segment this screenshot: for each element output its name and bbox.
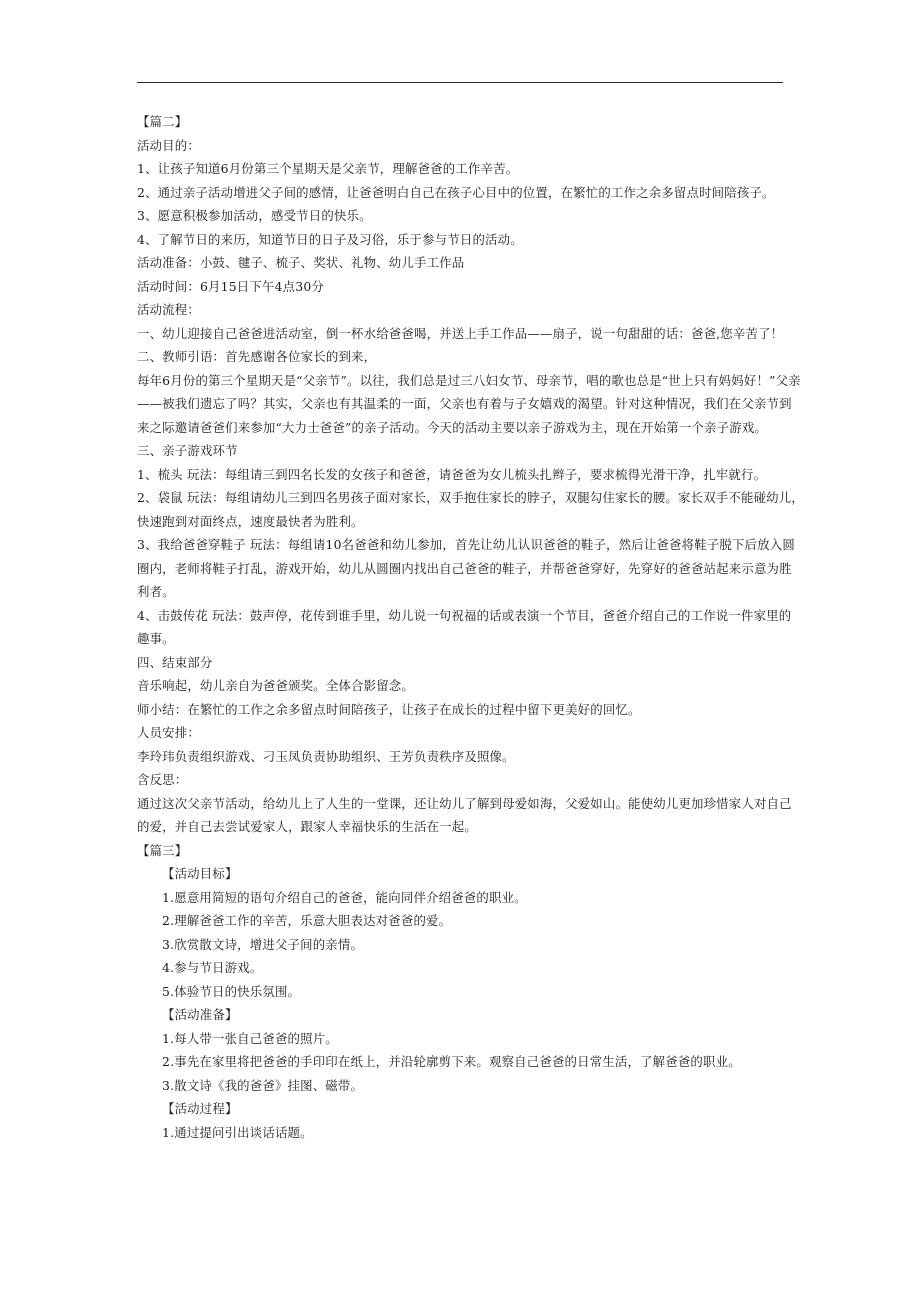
- doc-line: 来之际邀请爸爸们来参加“大力士爸爸”的亲子活动。今天的活动主要以亲子游戏为主，现在开始第一个亲子游戏。: [137, 419, 768, 435]
- subheading-preparation: 【活动准备】: [162, 1007, 238, 1022]
- doc-line: 师小结：在繁忙的工作之余多留点时间陪孩子，让孩子在成长的过程中留下更美好的回忆。: [137, 701, 641, 717]
- doc-line: 3、我给爸爸穿鞋子 玩法：每组请10名爸爸和幼儿参加，首先让幼儿认识爸爸的鞋子，然后让爸爸将鞋子脱下后放入圆: [137, 537, 795, 552]
- doc-line: 3、愿意积极参加活动，感受节日的快乐。: [137, 208, 372, 223]
- doc-line: 三、亲子游戏环节: [137, 443, 238, 458]
- doc-line: ——被我们遗忘了吗？其实，父亲也有其温柔的一面，父亲也有着与子女嬉戏的渴望。针对这种情况，我们在父亲节到: [137, 396, 792, 411]
- doc-line: 活动准备：小鼓、毽子、梳子、奖状、礼物、幼儿手工作品: [137, 255, 465, 270]
- doc-line: 2、袋鼠 玩法：每组请幼儿三到四名男孩子面对家长，双手抱住家长的脖子，双腿勾住家长的腰。家长双手不能碰幼儿，: [137, 490, 804, 505]
- doc-line: 4、了解节日的来历，知道节日的日子及习俗，乐于参与节日的活动。: [137, 231, 523, 247]
- subheading-goals: 【活动目标】: [162, 866, 238, 881]
- doc-line: 3.散文诗《我的爸爸》挂图、磁带。: [162, 1077, 364, 1093]
- doc-line: 活动流程：: [137, 302, 200, 317]
- section-heading-3: 【篇三】: [137, 842, 188, 858]
- document-body: [137, 110, 804, 1144]
- doc-line: 含反思：: [137, 772, 188, 787]
- doc-line: 2.事先在家里将把爸爸的手印印在纸上，并沿轮廓剪下来。观察自己爸爸的日常生活，了解爸爸的职业。: [162, 1054, 741, 1069]
- doc-line: 二、教师引语：首先感谢各位家长的到来，: [137, 349, 377, 364]
- doc-line: 3.欣赏散文诗，增进父子间的亲情。: [162, 936, 364, 952]
- section-heading-2: 【篇二】: [137, 114, 188, 129]
- doc-line: 李玲玮负责组织游戏、刁玉凤负责协助组织、王芳负责秩序及照像。: [137, 748, 515, 764]
- doc-line: 2.理解爸爸工作的辛苦，乐意大胆表达对爸爸的爱。: [162, 913, 452, 928]
- header-rule: [137, 82, 783, 83]
- doc-line: 快速跑到对面终点，速度最快者为胜利。: [137, 513, 364, 529]
- doc-line: 1、让孩子知道6月份第三个星期天是父亲节，理解爸爸的工作辛苦。: [137, 161, 519, 176]
- doc-line: 利者。: [137, 584, 175, 599]
- doc-line: 每年6月份的第三个星期天是“父亲节”。以往，我们总是过三八妇女节、母亲节，唱的歌也总是“世上只有妈妈好！”父亲: [137, 372, 801, 388]
- doc-line: 一、幼儿迎接自己爸爸进活动室，倒一杯水给爸爸喝，并送上手工作品——扇子，说一句甜甜的话：爸爸,您辛苦了！: [137, 325, 784, 341]
- doc-line: 的爱，并自己去尝试爱家人，跟家人幸福快乐的生活在一起。: [137, 819, 477, 834]
- doc-line: 1.每人带一张自己爸爸的照片。: [162, 1030, 338, 1046]
- doc-line: 1.通过提问引出谈话话题。: [162, 1124, 313, 1140]
- doc-line: 活动目的：: [137, 137, 200, 153]
- doc-line: 5.体验节日的快乐氛围。: [162, 983, 301, 999]
- doc-line: 圈内，老师将鞋子打乱，游戏开始，幼儿从圆圈内找出自己爸爸的鞋子，并帮爸爸穿好，先穿好的爸爸站起来示意为胜: [137, 560, 792, 576]
- subheading-process: 【活动过程】: [162, 1101, 238, 1116]
- doc-line: 趣事。: [137, 631, 175, 646]
- doc-line: 人员安排：: [137, 725, 200, 740]
- doc-line: 1、梳头 玩法：每组请三到四名长发的女孩子和爸爸，请爸爸为女儿梳头扎辫子，要求梳得光滑干净，扎牢就行。: [137, 466, 767, 482]
- doc-line: 2、通过亲子活动增进父子间的感情，让爸爸明白自己在孩子心目中的位置，在繁忙的工作之余多留点时间陪孩子。: [137, 184, 775, 200]
- doc-line: 1.愿意用简短的语句介绍自己的爸爸，能向同伴介绍爸爸的职业。: [162, 889, 527, 905]
- doc-line: 4.参与节日游戏。: [162, 960, 263, 975]
- doc-line: 通过这次父亲节活动，给幼儿上了人生的一堂课，还让幼儿了解到母爱如海，父爱如山。能使幼儿更加珍惜家人对自己: [137, 795, 792, 811]
- doc-line: 四、结束部分: [137, 654, 213, 670]
- doc-line: 音乐响起，幼儿亲自为爸爸颁奖。全体合影留念。: [137, 678, 414, 693]
- doc-line: 4、击鼓传花 玩法：鼓声停，花传到谁手里，幼儿说一句祝福的话或表演一个节目，爸爸介绍自己的工作说一件家里的: [137, 607, 792, 623]
- doc-line: 活动时间：6月15日下午4点30分: [137, 278, 324, 294]
